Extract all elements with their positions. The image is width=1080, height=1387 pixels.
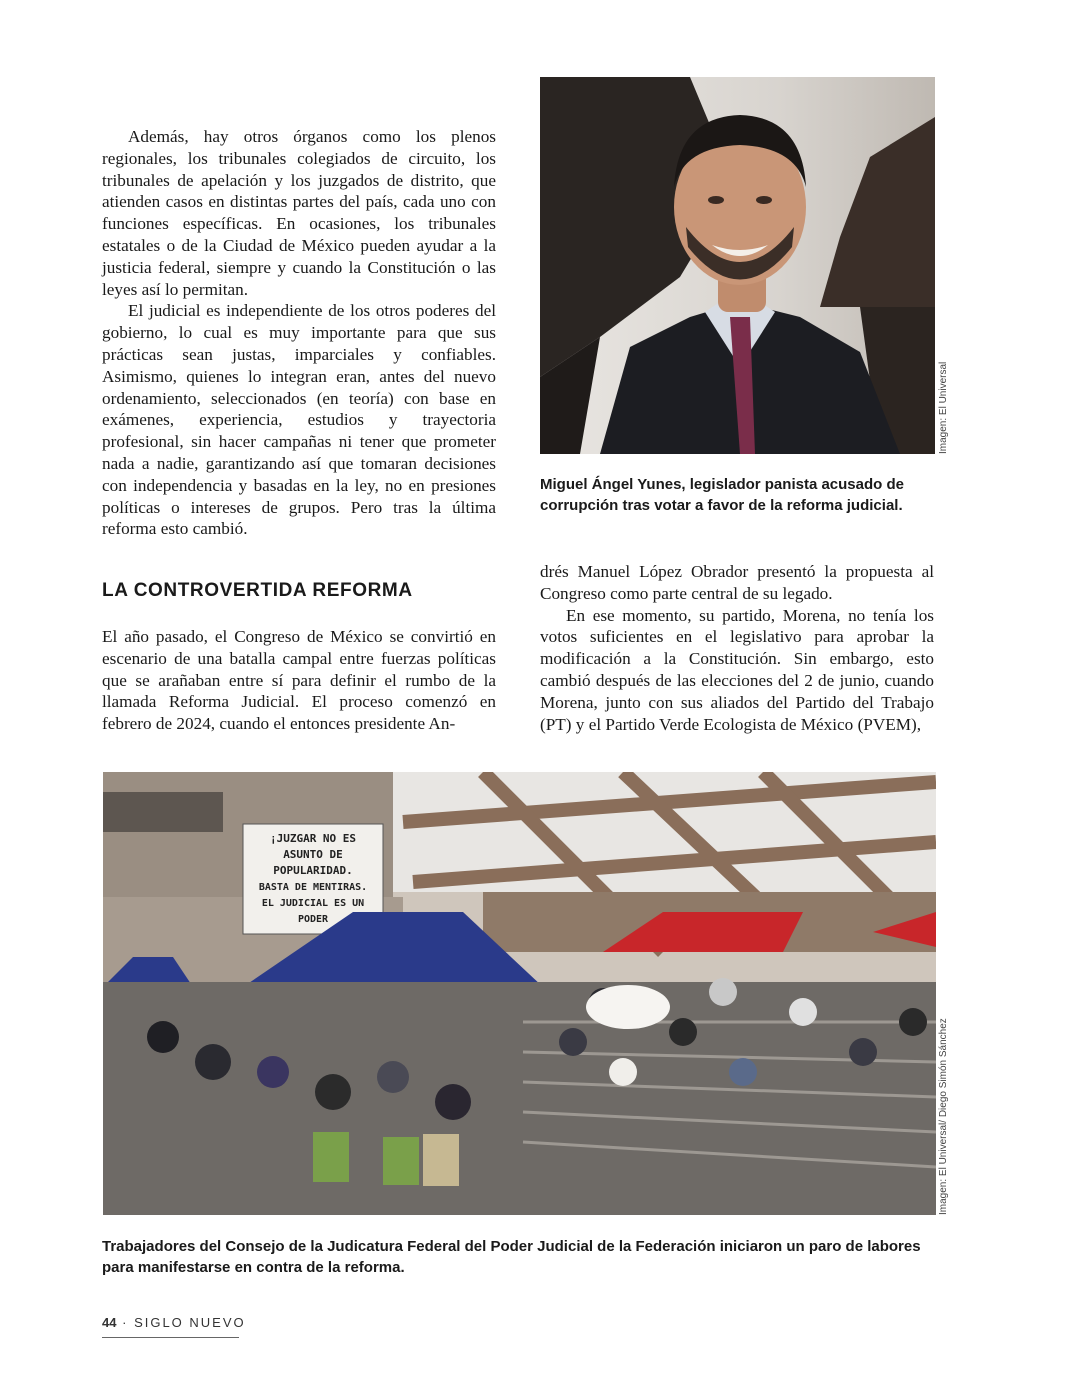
publication-name: SIGLO NUEVO — [134, 1315, 246, 1330]
section-heading: LA CONTROVERTIDA REFORMA — [102, 580, 413, 601]
section-column-right — [540, 561, 934, 735]
banner-line-6: PODER — [297, 914, 329, 925]
page-footer — [102, 1315, 246, 1330]
banner-line-4: BASTA DE MENTIRAS. — [258, 882, 368, 893]
paragraph-intro-2: El judicial es independiente de los otros poderes del gobierno, lo cual es muy importante para que sus prácticas sean justas, imparciales y confiables. Asimismo, quienes lo integran eran, antes del nuevo ordenamiento, seleccionados (en teoría) con base en exámenes, experiencia, estudios y trayectoria profesional, sin hacer campañas ni tener que prometer nada a nadie, garantizando así que tomaran decisiones con independencia y basadas en la ley, no en presiones políticas o intereses de grupos. Pero tras la última reforma esto cambió. — [102, 301, 496, 539]
banner-line-5: EL JUDICIAL ES UN — [261, 898, 365, 909]
paragraph-intro-1: Además, hay otros órganos como los plenos regionales, los tribunales colegiados de circuito, los tribunales de apelación y los juzgados de distrito, que atienden casos en distintas partes del país, cada uno con funciones específicas. En ocasiones, los tribunales estatales o de la Ciudad de México pueden ayudar a la justicia federal, siempre y cuando la Constitución o las leyes así lo permitan. — [102, 127, 496, 299]
banner-line-2: ASUNTO DE — [283, 848, 343, 861]
portrait-illustration — [540, 77, 935, 454]
footer-separator: · — [122, 1315, 129, 1330]
paragraph-section-right: En ese momento, su partido, Morena, no tenía los votos suficientes en el legislativo para aprobar la modificación a la Constitución. Sin embargo, esto cambió después de las elecciones del 2 de junio, cuando Morena, junto con sus aliados del Partido del Trabajo (PT) y el Partido Verde Ecologista de México (PVEM), — [540, 605, 934, 734]
page-number: 44 — [102, 1315, 117, 1330]
paragraph-section-continuation: drés Manuel López Obrador presentó la propuesta al Congreso como parte central de su legado. — [540, 562, 934, 603]
protest-photo — [103, 772, 936, 1215]
paragraph-section-left: El año pasado, el Congreso de México se convirtió en escenario de una batalla campal entre fuerzas políticas que se arañaban entre sí para definir el rumbo de la llamada Reforma Judicial. El proceso comenzó en febrero de 2024, cuando el entonces presidente An- — [102, 627, 496, 734]
portrait-photo-credit: Imagen: El Universal — [938, 361, 949, 454]
banner-line-3: POPULARIDAD. — [273, 864, 353, 877]
intro-column — [102, 126, 496, 540]
protest-photo-caption: Trabajadores del Consejo de la Judicatura Federal del Poder Judicial de la Federación iniciaron un paro de labores para manifestarse en contra de la reforma. — [102, 1238, 921, 1276]
footer-rule — [102, 1337, 239, 1338]
protest-photo-credit: Imagen: El Universal/ Diego Simón Sánchez — [938, 1018, 949, 1215]
section-column-left — [102, 626, 496, 735]
portrait-photo — [540, 77, 935, 454]
portrait-photo-caption: Miguel Ángel Yunes, legislador panista acusado de corrupción tras votar a favor de la reforma judicial. — [540, 476, 904, 514]
banner-line-1: ¡JUZGAR NO ES — [269, 832, 357, 845]
protest-illustration — [103, 772, 936, 1215]
